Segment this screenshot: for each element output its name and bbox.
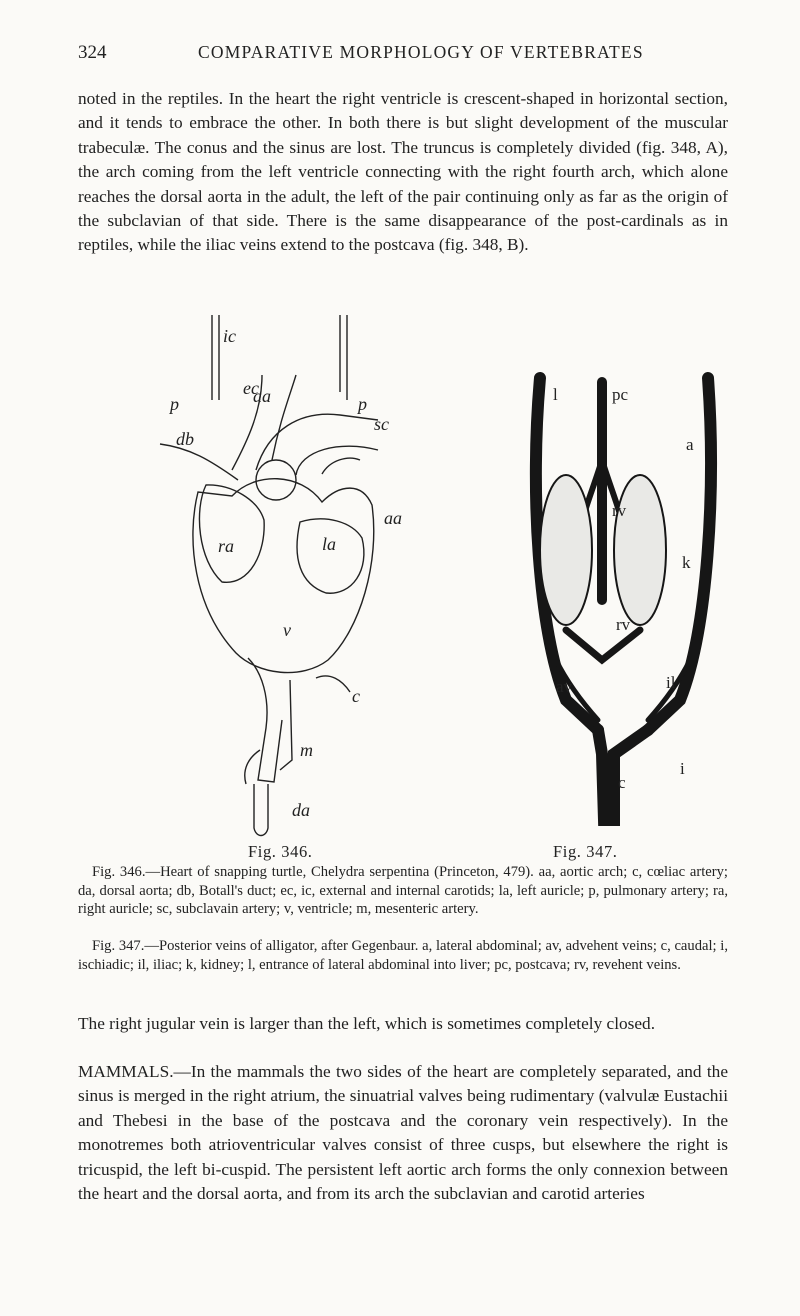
- fig346-letter-la: la: [322, 534, 337, 554]
- fig346-letter-v: v: [283, 620, 291, 640]
- fig346-letter-aa-right: aa: [384, 508, 402, 528]
- fig346-letter-p-left: p: [170, 394, 179, 414]
- paragraph-1: noted in the reptiles. In the heart the right ventricle is crescent-shaped in horizontal section, and it tends to embrace the other. In both there is but slight development of the muscular trabeculæ. The conus and the sinus are lost. The truncus is completely divided (fig. 348, A), the arch coming from the left ventricle connecting with the right fourth arch, which alone reaches the dorsal aorta in the adult, the left of the pair continuing only as far as the origin of the subclavian of that side. There is the same disappearance of the post-cardinals as in reptiles, while the iliac veins extend to the postcava (fig. 348, B).: [78, 89, 728, 255]
- fig347-letter-a: a: [686, 435, 694, 454]
- fig346-letter-m: m: [300, 740, 313, 760]
- paragraph-3: MAMMALS.—In the mammals the two sides of the heart are completely separated, and the sinus is merged in the right atrium, the sinuatrial valves being rudimentary (valvulæ Eustachii and Thebesi in the base of the postcava and the coronary vein respectively). In the monotremes both atrioventricular valves consist of three cusps, but elsewhere the right is tricuspid, the left bi-cuspid. The persistent left aortic arch forms the only connexion between the heart and the dorsal aorta, and from its arch the subclavian and carotid arteries: [78, 1062, 728, 1204]
- fig346-letter-p-right: p: [358, 394, 367, 414]
- running-title: COMPARATIVE MORPHOLOGY OF VERTEBRATES: [198, 42, 644, 62]
- fig-347-drawing: [536, 378, 711, 820]
- fig346-letter-aa-top: aa: [253, 386, 271, 406]
- caption-347: Fig. 347.—Posterior veins of alligator, after Gegenbaur. a, lateral abdominal; av, advehent veins; c, caudal; i, ischiadic; il, iliac; k, kidney; l, entrance of lateral abdominal into liver; pc, postcava; rv, revehent veins.: [78, 938, 728, 973]
- fig346-letter-ra: ra: [218, 536, 235, 556]
- paragraph-2: The right jugular vein is larger than the left, which is sometimes completely closed.: [78, 1014, 656, 1033]
- caption-346: Fig. 346.—Heart of snapping turtle, Chelydra serpentina (Princeton, 479). aa, aortic arch; c, cœliac artery; da, dorsal aorta; db, Botall's duct; ec, ic, external and internal carotids; la, left auricle; p, pulmonary artery; ra, right auricle; sc, subclavain artery; v, ventricle; m, mesenteric artery.: [78, 864, 728, 918]
- fig347-letter-pc: pc: [612, 385, 629, 404]
- fig346-letter-ec: ec: [243, 378, 259, 398]
- figure-347-label: Fig. 347.: [553, 842, 618, 861]
- fig347-letter-i: i: [680, 759, 685, 778]
- fig347-letter-k: k: [682, 553, 691, 572]
- fig347-letter-av: av: [556, 677, 573, 696]
- fig347-letter-il: il: [666, 673, 676, 692]
- fig347-letter-c: c: [618, 773, 626, 792]
- figures-svg: [0, 300, 800, 850]
- fig346-letter-c: c: [352, 686, 360, 706]
- fig346-letter-db: db: [176, 429, 194, 449]
- fig346-letter-ic: ic: [223, 326, 236, 346]
- fig347-letter-rv-mid: rv: [616, 615, 631, 634]
- figure-area: [0, 300, 800, 850]
- page-header: [78, 42, 728, 72]
- fig347-letter-l-left: l: [553, 385, 558, 404]
- page-number: 324: [78, 42, 107, 63]
- figure-346-label: Fig. 346.: [248, 842, 313, 861]
- fig346-letter-da: da: [292, 800, 310, 820]
- fig346-letter-sc: sc: [374, 414, 389, 434]
- fig347-letter-rv-top: rv: [612, 501, 627, 520]
- fig-346-letters: [168, 326, 402, 820]
